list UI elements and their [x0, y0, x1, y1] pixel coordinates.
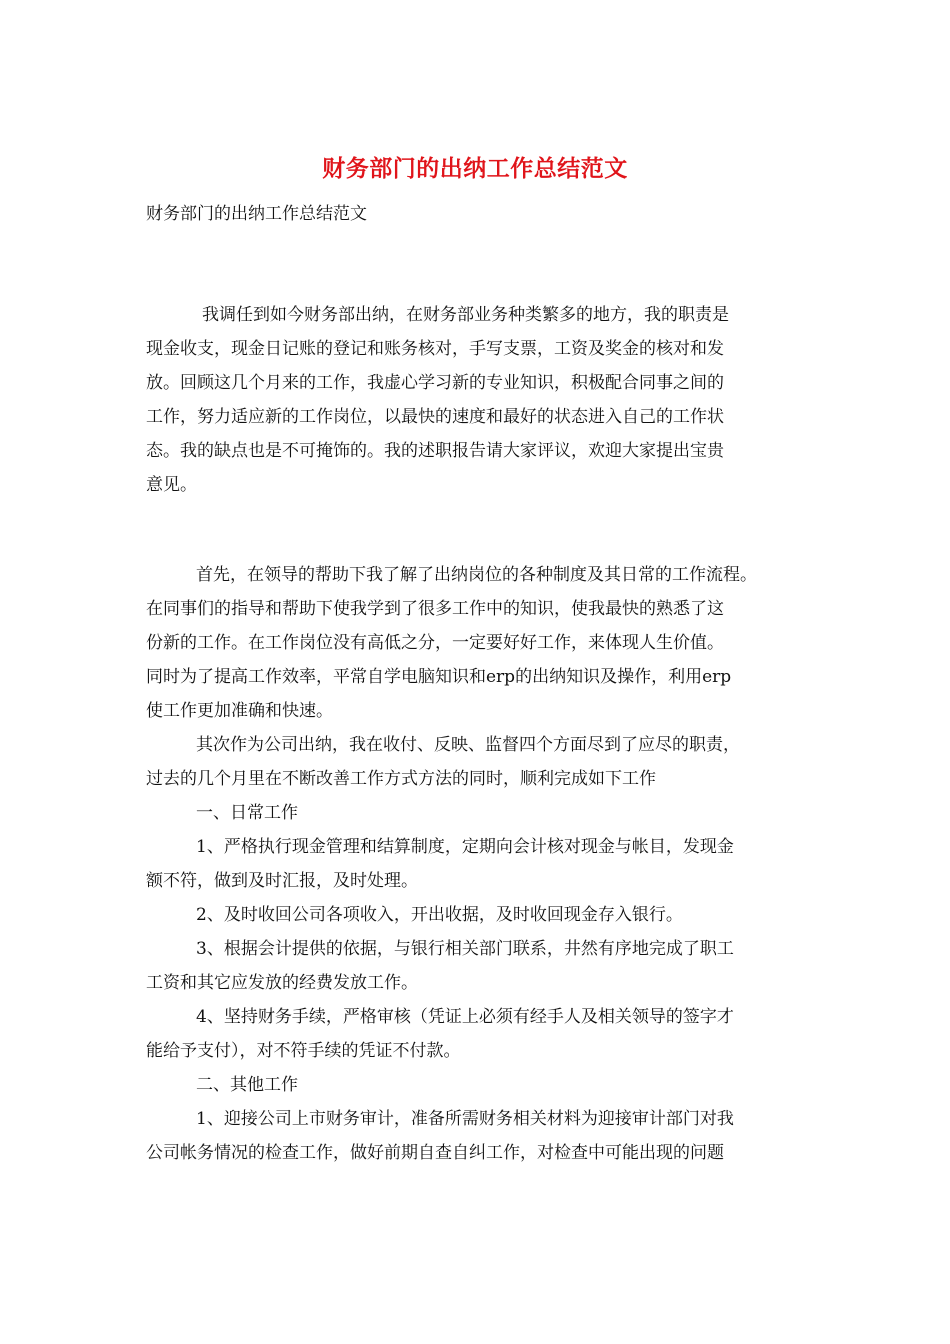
section-heading: 二、其他工作	[196, 1075, 298, 1095]
list-item-line: 2、及时收回公司各项收入，开出收据，及时收回现金存入银行。	[196, 905, 683, 925]
paragraph-line: 放。回顾这几个月来的工作，我虚心学习新的专业知识，积极配合同事之间的	[146, 373, 724, 393]
list-item-line: 工资和其它应发放的经费发放工作。	[146, 973, 418, 993]
paragraph-line: 现金收支，现金日记账的登记和账务核对，手写支票，工资及奖金的核对和发	[146, 339, 724, 359]
document-body	[146, 298, 826, 1170]
paragraph-line: 我调任到如今财务部出纳，在财务部业务种类繁多的地方，我的职责是	[202, 305, 729, 325]
list-item-line: 公司帐务情况的检查工作，做好前期自查自纠工作，对检查中可能出现的问题	[146, 1143, 724, 1163]
paragraph-line: 首先，在领导的帮助下我了解了出纳岗位的各种制度及其日常的工作流程。	[196, 565, 757, 585]
document-title: 财务部门的出纳工作总结范文	[322, 155, 628, 182]
list-item-line: 能给予支付），对不符手续的凭证不付款。	[146, 1041, 461, 1061]
paragraph-line: 意见。	[146, 475, 197, 495]
paragraph-line: 工作，努力适应新的工作岗位，以最快的速度和最好的状态进入自己的工作状	[146, 407, 724, 427]
paragraph-gap	[146, 502, 826, 558]
paragraph-line: 过去的几个月里在不断改善工作方式方法的同时，顺利完成如下工作	[146, 769, 656, 789]
list-item-line: 额不符，做到及时汇报，及时处理。	[146, 871, 418, 891]
document-subtitle: 财务部门的出纳工作总结范文	[146, 204, 367, 224]
list-item-line: 1、迎接公司上市财务审计，准备所需财务相关材料为迎接审计部门对我	[196, 1109, 734, 1129]
section-heading: 一、日常工作	[196, 803, 298, 823]
paragraph-line: 使工作更加准确和快速。	[146, 701, 333, 721]
paragraph-line: 在同事们的指导和帮助下使我学到了很多工作中的知识，使我最快的熟悉了这	[146, 599, 724, 619]
list-item-line: 4、坚持财务手续，严格审核（凭证上必须有经手人及相关领导的签字才	[196, 1007, 734, 1027]
list-item-line: 3、根据会计提供的依据，与银行相关部门联系，井然有序地完成了职工	[196, 939, 734, 959]
list-item-line: 1、严格执行现金管理和结算制度，定期向会计核对现金与帐目，发现金	[196, 837, 734, 857]
paragraph-line: 态。我的缺点也是不可掩饰的。我的述职报告请大家评议，欢迎大家提出宝贵	[146, 441, 724, 461]
paragraph-line: 同时为了提高工作效率，平常自学电脑知识和erp的出纳知识及操作，利用erp	[146, 667, 732, 687]
paragraph-line: 份新的工作。在工作岗位没有高低之分，一定要好好工作，来体现人生价值。	[146, 633, 724, 653]
paragraph-line: 其次作为公司出纳，我在收付、反映、监督四个方面尽到了应尽的职责，	[196, 735, 740, 755]
